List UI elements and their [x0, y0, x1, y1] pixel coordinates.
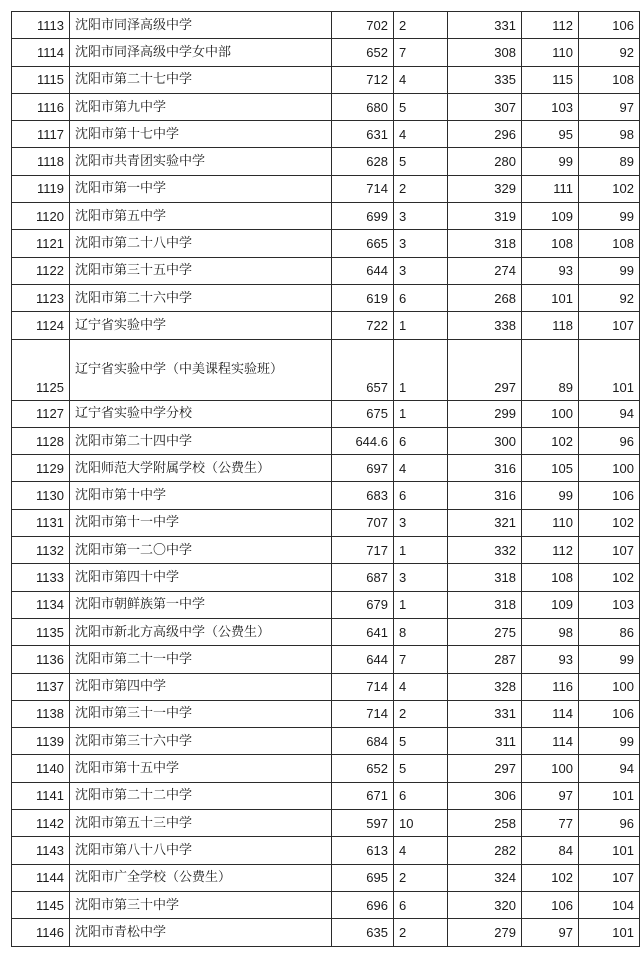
score-col-b-cell: 115: [522, 66, 579, 93]
school-name-cell: 沈阳市新北方高级中学（公费生）: [70, 618, 332, 645]
school-code-cell: 1134: [12, 591, 70, 618]
school-name-cell: 沈阳市第十一中学: [70, 509, 332, 536]
score-col-b-cell: 101: [522, 284, 579, 311]
table-row: [12, 203, 640, 230]
admit-count-cell: 1: [394, 312, 448, 339]
score-col-b-cell: 89: [522, 339, 579, 400]
score-col-b-cell: 108: [522, 230, 579, 257]
admit-count-cell: 3: [394, 257, 448, 284]
admit-count-cell: 6: [394, 782, 448, 809]
score-col-b-cell: 100: [522, 400, 579, 427]
admit-count-cell: 3: [394, 203, 448, 230]
min-score-cell: 671: [332, 782, 394, 809]
score-col-b-cell: 97: [522, 919, 579, 946]
score-col-b-cell: 99: [522, 482, 579, 509]
school-code-cell: 1140: [12, 755, 70, 782]
score-col-a-cell: 318: [448, 591, 522, 618]
school-name-cell: 沈阳市朝鲜族第一中学: [70, 591, 332, 618]
school-code-cell: 1146: [12, 919, 70, 946]
score-col-a-cell: 280: [448, 148, 522, 175]
score-col-b-cell: 102: [522, 864, 579, 891]
score-col-b-cell: 108: [522, 564, 579, 591]
score-col-b-cell: 84: [522, 837, 579, 864]
school-code-cell: 1142: [12, 810, 70, 837]
school-name-cell: 沈阳市第三十中学: [70, 891, 332, 918]
score-col-a-cell: 311: [448, 728, 522, 755]
admit-count-cell: 4: [394, 673, 448, 700]
score-col-c-cell: 106: [579, 482, 640, 509]
score-col-c-cell: 99: [579, 257, 640, 284]
score-col-a-cell: 268: [448, 284, 522, 311]
min-score-cell: 657: [332, 339, 394, 400]
score-col-c-cell: 96: [579, 810, 640, 837]
score-col-b-cell: 114: [522, 700, 579, 727]
score-col-a-cell: 275: [448, 618, 522, 645]
min-score-cell: 683: [332, 482, 394, 509]
min-score-cell: 695: [332, 864, 394, 891]
score-col-b-cell: 114: [522, 728, 579, 755]
min-score-cell: 714: [332, 673, 394, 700]
table-row: [12, 646, 640, 673]
school-code-cell: 1115: [12, 66, 70, 93]
min-score-cell: 699: [332, 203, 394, 230]
school-code-cell: 1137: [12, 673, 70, 700]
score-col-a-cell: 297: [448, 339, 522, 400]
school-code-cell: 1130: [12, 482, 70, 509]
school-name-cell: 沈阳市第四中学: [70, 673, 332, 700]
score-col-a-cell: 296: [448, 121, 522, 148]
admit-count-cell: 6: [394, 427, 448, 454]
table-row: [12, 400, 640, 427]
score-col-a-cell: 331: [448, 700, 522, 727]
admit-count-cell: 2: [394, 864, 448, 891]
school-code-cell: 1114: [12, 39, 70, 66]
min-score-cell: 665: [332, 230, 394, 257]
min-score-cell: 712: [332, 66, 394, 93]
school-code-cell: 1123: [12, 284, 70, 311]
school-name-cell: 沈阳市共青团实验中学: [70, 148, 332, 175]
school-code-cell: 1117: [12, 121, 70, 148]
table-row: [12, 673, 640, 700]
score-col-b-cell: 95: [522, 121, 579, 148]
min-score-cell: 635: [332, 919, 394, 946]
score-col-b-cell: 93: [522, 646, 579, 673]
score-col-b-cell: 99: [522, 148, 579, 175]
admit-count-cell: 5: [394, 755, 448, 782]
table-row: [12, 257, 640, 284]
table-row: [12, 284, 640, 311]
admit-count-cell: 6: [394, 284, 448, 311]
min-score-cell: 696: [332, 891, 394, 918]
score-col-c-cell: 103: [579, 591, 640, 618]
school-code-cell: 1138: [12, 700, 70, 727]
school-code-cell: 1144: [12, 864, 70, 891]
table-row: [12, 175, 640, 202]
table-row: [12, 312, 640, 339]
table-row: [12, 427, 640, 454]
table-row: [12, 93, 640, 120]
score-col-a-cell: 316: [448, 482, 522, 509]
school-name-cell: 沈阳市第二十六中学: [70, 284, 332, 311]
score-col-a-cell: 300: [448, 427, 522, 454]
school-name-cell: 辽宁省实验中学（中美课程实验班）: [70, 339, 332, 400]
score-col-a-cell: 335: [448, 66, 522, 93]
score-col-c-cell: 92: [579, 284, 640, 311]
school-code-cell: 1128: [12, 427, 70, 454]
score-col-c-cell: 96: [579, 427, 640, 454]
score-col-b-cell: 97: [522, 782, 579, 809]
min-score-cell: 628: [332, 148, 394, 175]
min-score-cell: 644.6: [332, 427, 394, 454]
school-name-cell: 沈阳市同泽高级中学: [70, 12, 332, 39]
school-name-cell: 沈阳市第三十五中学: [70, 257, 332, 284]
school-name-cell: 沈阳市第二十一中学: [70, 646, 332, 673]
score-col-b-cell: 103: [522, 93, 579, 120]
admit-count-cell: 3: [394, 509, 448, 536]
score-col-c-cell: 97: [579, 93, 640, 120]
school-code-cell: 1131: [12, 509, 70, 536]
school-name-cell: 沈阳市第二十八中学: [70, 230, 332, 257]
school-name-cell: 沈阳市第十中学: [70, 482, 332, 509]
score-col-a-cell: 258: [448, 810, 522, 837]
score-col-a-cell: 329: [448, 175, 522, 202]
table-row: [12, 837, 640, 864]
score-col-c-cell: 98: [579, 121, 640, 148]
table-row: [12, 230, 640, 257]
score-col-a-cell: 338: [448, 312, 522, 339]
school-code-cell: 1132: [12, 537, 70, 564]
footer-watermark: [290, 958, 350, 966]
score-col-c-cell: 102: [579, 564, 640, 591]
score-col-b-cell: 110: [522, 509, 579, 536]
admit-count-cell: 3: [394, 230, 448, 257]
table-row: [12, 891, 640, 918]
school-code-cell: 1118: [12, 148, 70, 175]
min-score-cell: 714: [332, 700, 394, 727]
min-score-cell: 702: [332, 12, 394, 39]
score-col-a-cell: 279: [448, 919, 522, 946]
table-row: [12, 864, 640, 891]
min-score-cell: 707: [332, 509, 394, 536]
score-col-b-cell: 112: [522, 12, 579, 39]
score-col-c-cell: 86: [579, 618, 640, 645]
table-row: [12, 728, 640, 755]
score-col-a-cell: 321: [448, 509, 522, 536]
school-code-cell: 1119: [12, 175, 70, 202]
min-score-cell: 697: [332, 455, 394, 482]
score-col-c-cell: 94: [579, 755, 640, 782]
table-row: [12, 39, 640, 66]
score-col-a-cell: 318: [448, 564, 522, 591]
score-col-a-cell: 332: [448, 537, 522, 564]
admit-count-cell: 7: [394, 646, 448, 673]
admit-count-cell: 5: [394, 93, 448, 120]
score-col-c-cell: 101: [579, 837, 640, 864]
admit-count-cell: 6: [394, 482, 448, 509]
table-row: [12, 700, 640, 727]
min-score-cell: 687: [332, 564, 394, 591]
min-score-cell: 644: [332, 646, 394, 673]
school-name-cell: 沈阳市广全学校（公费生）: [70, 864, 332, 891]
school-name-cell: 沈阳市同泽高级中学女中部: [70, 39, 332, 66]
admit-count-cell: 3: [394, 564, 448, 591]
admit-count-cell: 1: [394, 591, 448, 618]
min-score-cell: 680: [332, 93, 394, 120]
table-row: [12, 455, 640, 482]
score-col-c-cell: 106: [579, 12, 640, 39]
school-code-cell: 1116: [12, 93, 70, 120]
admit-count-cell: 4: [394, 66, 448, 93]
admit-count-cell: 8: [394, 618, 448, 645]
admit-count-cell: 4: [394, 121, 448, 148]
school-code-cell: 1139: [12, 728, 70, 755]
school-name-cell: 沈阳市第五十三中学: [70, 810, 332, 837]
school-code-cell: 1122: [12, 257, 70, 284]
school-code-cell: 1113: [12, 12, 70, 39]
min-score-cell: 644: [332, 257, 394, 284]
score-col-a-cell: 320: [448, 891, 522, 918]
min-score-cell: 619: [332, 284, 394, 311]
school-code-cell: 1129: [12, 455, 70, 482]
school-name-cell: 沈阳市第十七中学: [70, 121, 332, 148]
table-row: [12, 509, 640, 536]
score-col-c-cell: 101: [579, 919, 640, 946]
table-row: [12, 12, 640, 39]
score-col-b-cell: 106: [522, 891, 579, 918]
min-score-cell: 613: [332, 837, 394, 864]
table-row: [12, 919, 640, 946]
school-code-cell: 1125: [12, 339, 70, 400]
school-name-cell: 辽宁省实验中学分校: [70, 400, 332, 427]
school-name-cell: 沈阳市第二十七中学: [70, 66, 332, 93]
min-score-cell: 675: [332, 400, 394, 427]
score-col-b-cell: 98: [522, 618, 579, 645]
school-code-cell: 1145: [12, 891, 70, 918]
admit-count-cell: 4: [394, 837, 448, 864]
school-name-cell: 沈阳市第八十八中学: [70, 837, 332, 864]
school-name-cell: 沈阳市第四十中学: [70, 564, 332, 591]
table-row: [12, 537, 640, 564]
table-row: [12, 618, 640, 645]
score-col-c-cell: 99: [579, 728, 640, 755]
admit-count-cell: 1: [394, 400, 448, 427]
table-row: [12, 591, 640, 618]
school-name-cell: 辽宁省实验中学: [70, 312, 332, 339]
score-col-c-cell: 100: [579, 455, 640, 482]
score-col-b-cell: 118: [522, 312, 579, 339]
admit-count-cell: 2: [394, 700, 448, 727]
min-score-cell: 679: [332, 591, 394, 618]
min-score-cell: 684: [332, 728, 394, 755]
score-col-b-cell: 100: [522, 755, 579, 782]
admit-count-cell: 7: [394, 39, 448, 66]
school-name-cell: 沈阳市第三十六中学: [70, 728, 332, 755]
school-name-cell: 沈阳市第三十一中学: [70, 700, 332, 727]
min-score-cell: 652: [332, 39, 394, 66]
score-col-b-cell: 110: [522, 39, 579, 66]
score-col-b-cell: 112: [522, 537, 579, 564]
school-code-cell: 1133: [12, 564, 70, 591]
score-col-a-cell: 287: [448, 646, 522, 673]
school-code-cell: 1127: [12, 400, 70, 427]
score-col-b-cell: 109: [522, 591, 579, 618]
score-col-c-cell: 104: [579, 891, 640, 918]
school-name-cell: 沈阳市第二十四中学: [70, 427, 332, 454]
score-col-a-cell: 307: [448, 93, 522, 120]
score-col-c-cell: 101: [579, 782, 640, 809]
score-col-a-cell: 324: [448, 864, 522, 891]
admission-score-table: [11, 11, 640, 947]
school-code-cell: 1135: [12, 618, 70, 645]
table-row: [12, 782, 640, 809]
score-col-c-cell: 102: [579, 175, 640, 202]
score-col-a-cell: 331: [448, 12, 522, 39]
score-col-c-cell: 94: [579, 400, 640, 427]
table-row: [12, 755, 640, 782]
admit-count-cell: 5: [394, 728, 448, 755]
score-col-b-cell: 77: [522, 810, 579, 837]
school-code-cell: 1120: [12, 203, 70, 230]
table-row: [12, 66, 640, 93]
score-col-a-cell: 319: [448, 203, 522, 230]
score-col-c-cell: 107: [579, 312, 640, 339]
admit-count-cell: 10: [394, 810, 448, 837]
table-row: [12, 564, 640, 591]
school-name-cell: 沈阳市第一二〇中学: [70, 537, 332, 564]
score-col-a-cell: 282: [448, 837, 522, 864]
min-score-cell: 641: [332, 618, 394, 645]
score-col-a-cell: 306: [448, 782, 522, 809]
score-col-a-cell: 318: [448, 230, 522, 257]
school-code-cell: 1121: [12, 230, 70, 257]
score-col-c-cell: 99: [579, 203, 640, 230]
score-col-a-cell: 328: [448, 673, 522, 700]
school-name-cell: 沈阳市第五中学: [70, 203, 332, 230]
admit-count-cell: 6: [394, 891, 448, 918]
score-col-c-cell: 107: [579, 864, 640, 891]
min-score-cell: 652: [332, 755, 394, 782]
table-row: [12, 339, 640, 400]
score-col-c-cell: 107: [579, 537, 640, 564]
table-row: [12, 810, 640, 837]
score-col-a-cell: 299: [448, 400, 522, 427]
min-score-cell: 631: [332, 121, 394, 148]
school-code-cell: 1124: [12, 312, 70, 339]
school-name-cell: 沈阳市青松中学: [70, 919, 332, 946]
score-col-c-cell: 108: [579, 230, 640, 257]
score-col-b-cell: 93: [522, 257, 579, 284]
score-col-c-cell: 99: [579, 646, 640, 673]
table-row: [12, 482, 640, 509]
admit-count-cell: 5: [394, 148, 448, 175]
min-score-cell: 722: [332, 312, 394, 339]
school-code-cell: 1143: [12, 837, 70, 864]
score-col-a-cell: 274: [448, 257, 522, 284]
score-col-b-cell: 111: [522, 175, 579, 202]
score-col-c-cell: 102: [579, 509, 640, 536]
score-col-b-cell: 105: [522, 455, 579, 482]
score-col-c-cell: 101: [579, 339, 640, 400]
school-name-cell: 沈阳师范大学附属学校（公费生）: [70, 455, 332, 482]
admit-count-cell: 2: [394, 12, 448, 39]
admit-count-cell: 2: [394, 919, 448, 946]
min-score-cell: 597: [332, 810, 394, 837]
admit-count-cell: 1: [394, 339, 448, 400]
score-col-a-cell: 316: [448, 455, 522, 482]
score-col-c-cell: 92: [579, 39, 640, 66]
school-name-cell: 沈阳市第十五中学: [70, 755, 332, 782]
admit-count-cell: 1: [394, 537, 448, 564]
min-score-cell: 717: [332, 537, 394, 564]
score-col-a-cell: 308: [448, 39, 522, 66]
score-col-a-cell: 297: [448, 755, 522, 782]
score-col-c-cell: 100: [579, 673, 640, 700]
school-name-cell: 沈阳市第二十二中学: [70, 782, 332, 809]
score-col-c-cell: 106: [579, 700, 640, 727]
score-col-b-cell: 109: [522, 203, 579, 230]
school-name-cell: 沈阳市第九中学: [70, 93, 332, 120]
school-code-cell: 1136: [12, 646, 70, 673]
score-col-b-cell: 116: [522, 673, 579, 700]
min-score-cell: 714: [332, 175, 394, 202]
table-row: [12, 148, 640, 175]
table-body: [12, 12, 640, 947]
admit-count-cell: 4: [394, 455, 448, 482]
score-col-b-cell: 102: [522, 427, 579, 454]
score-col-c-cell: 89: [579, 148, 640, 175]
admit-count-cell: 2: [394, 175, 448, 202]
score-col-c-cell: 108: [579, 66, 640, 93]
school-name-cell: 沈阳市第一中学: [70, 175, 332, 202]
table-row: [12, 121, 640, 148]
school-code-cell: 1141: [12, 782, 70, 809]
